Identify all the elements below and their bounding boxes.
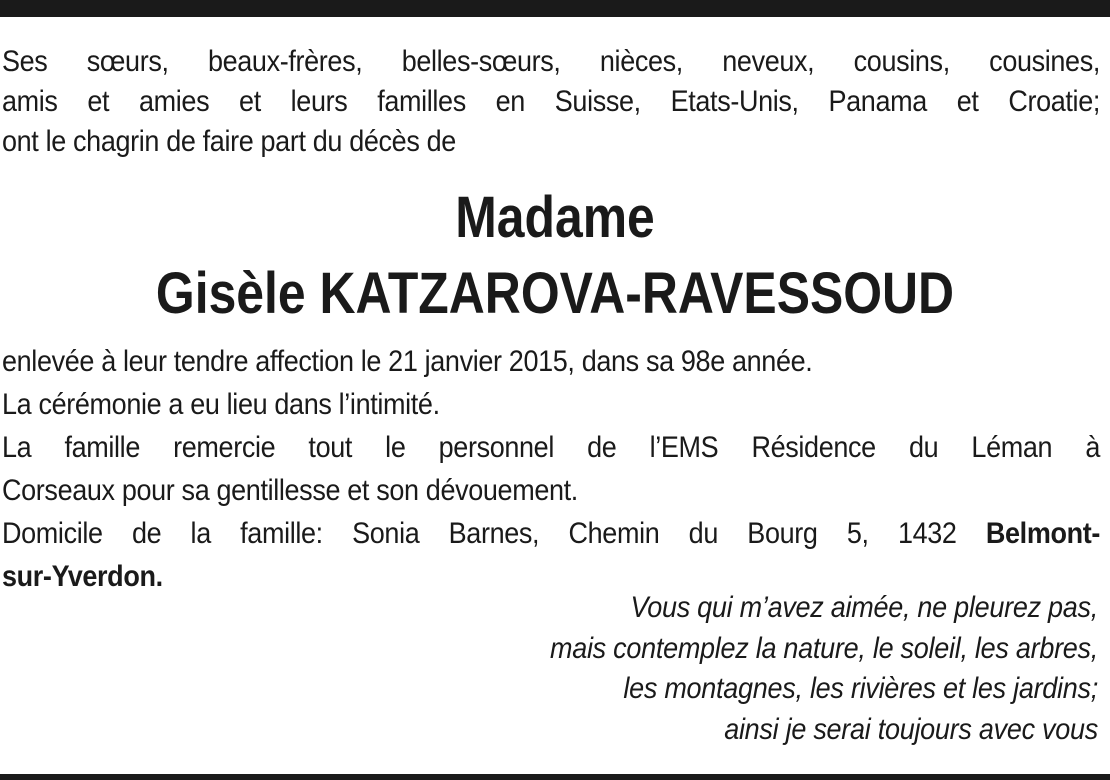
intro-line: ont le chagrin de faire part du décès de: [2, 125, 456, 158]
family-address-text: Domicile de la famille: Sonia Barnes, Chemin du Bourg 5, 1432: [2, 517, 986, 550]
announcement-body: [2, 340, 1100, 598]
intro-paragraph: [2, 42, 1100, 162]
body-line: enlevée à leur tendre affection le 21 janvier 2015, dans sa 98e année.: [2, 345, 813, 378]
body-line: Corseaux pour sa gentillesse et son dévouement.: [2, 474, 578, 507]
deceased-title: Madame: [455, 185, 655, 250]
top-border-rule: [0, 0, 1110, 17]
bottom-border-rule: [0, 774, 1110, 780]
body-line: La cérémonie a eu lieu dans l’intimité.: [2, 388, 440, 421]
deceased-name-block: [0, 180, 1110, 332]
deceased-name: Gisèle KATZAROVA-RAVESSOUD: [155, 261, 955, 326]
poem-line: les montagnes, les rivières et les jardins;: [623, 672, 1098, 705]
poem-line: mais contemplez la nature, le soleil, les arbres,: [549, 631, 1098, 665]
intro-line: amis et amies et leurs familles en Suisse, Etats-Unis, Panama et Croatie;: [2, 85, 1100, 118]
body-line: La famille remercie tout le personnel de l’EMS Résidence du Léman à: [2, 431, 1100, 464]
poem-line: Vous qui m’avez aimée, ne pleurez pas,: [630, 591, 1098, 624]
poem-line: ainsi je serai toujours avec vous: [724, 712, 1098, 746]
family-address-line: [2, 512, 1100, 555]
family-town-part2: sur-Yverdon.: [2, 560, 163, 593]
family-town-part1: Belmont-: [985, 517, 1100, 550]
intro-line: Ses sœurs, beaux-frères, belles-sœurs, nièces, neveux, cousins, cousines,: [2, 45, 1100, 78]
closing-poem: [0, 588, 1098, 750]
